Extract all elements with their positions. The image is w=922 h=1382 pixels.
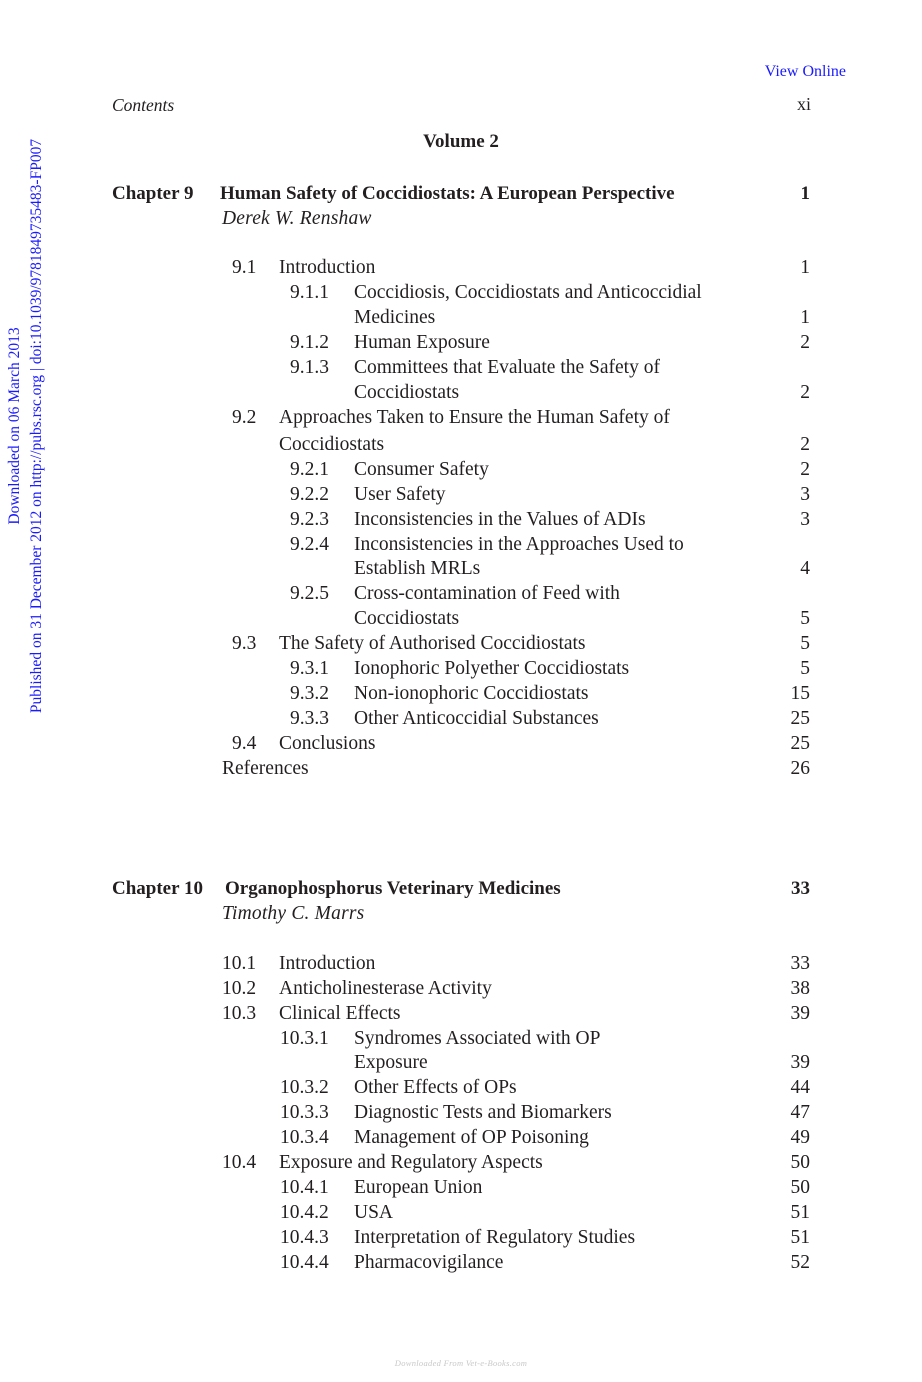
chapter-10-author: Timothy C. Marrs [222,903,365,924]
toc-entry-page: 2 [800,434,810,455]
toc-entry-number: 10.3.4 [280,1127,329,1148]
toc-entry-number: 10.3.3 [280,1102,329,1123]
toc-entry-number: 9.4 [232,733,257,754]
toc-entry-page: 3 [800,509,810,530]
footer-watermark: Downloaded From Vet-e-Books.com [394,1358,528,1368]
toc-entry-page: 50 [790,1177,810,1198]
toc-entry-number: 10.4 [222,1152,257,1173]
toc-entry-title-continued[interactable]: Coccidiostats [279,434,385,455]
toc-entry-page: 5 [800,633,810,654]
toc-entry-title[interactable]: The Safety of Authorised Coccidiostats [279,633,586,654]
toc-entry-title[interactable]: Committees that Evaluate the Safety of [354,357,660,378]
toc-entry-number: 10.4.1 [280,1177,329,1198]
toc-entry-title-continued[interactable]: Exposure [354,1052,428,1073]
toc-entry-page: 2 [800,459,810,480]
toc-entry-title-continued[interactable]: Coccidiostats [354,608,460,629]
chapter-9-page: 1 [800,183,810,204]
chapter-10-page: 33 [791,878,810,899]
toc-entry-title[interactable]: Non-ionophoric Coccidiostats [354,683,589,704]
toc-entry-title[interactable]: Approaches Taken to Ensure the Human Safety of [279,407,670,428]
toc-entry-page: 51 [790,1227,810,1248]
toc-entry-title[interactable]: Exposure and Regulatory Aspects [279,1152,543,1173]
toc-entry-page: 39 [790,1052,810,1073]
toc-entry-page: 52 [790,1252,810,1273]
toc-entry-number: 10.3 [222,1003,257,1024]
toc-entry-title[interactable]: Syndromes Associated with OP [354,1028,601,1049]
toc-entry-title[interactable]: Cross-contamination of Feed with [354,583,620,604]
toc-entry-title[interactable]: Pharmacovigilance [354,1252,504,1273]
published-notice: Downloaded on 06 March 2013 [6,327,23,525]
toc-entry-page: 1 [800,257,810,278]
toc-entry-number: 10.1 [222,953,257,974]
toc-entry-title[interactable]: Anticholinesterase Activity [279,978,492,999]
volume-heading: Volume 2 [423,131,499,152]
toc-entry-title[interactable]: Inconsistencies in the Values of ADIs [354,509,646,530]
chapter-9-title[interactable]: Human Safety of Coccidiostats: A European Perspective [220,183,675,204]
toc-entry-number: 9.2 [232,407,257,428]
toc-entry-title[interactable]: Management of OP Poisoning [354,1127,589,1148]
toc-entry-number: 9.1.1 [290,282,329,303]
toc-entry-number: 10.4.4 [280,1252,329,1273]
toc-entry-title[interactable]: European Union [354,1177,483,1198]
toc-entry-page: 44 [790,1077,810,1098]
toc-entry-title[interactable]: Inconsistencies in the Approaches Used to [354,534,684,555]
toc-entry-page: 3 [800,484,810,505]
toc-entry-title-continued[interactable]: Medicines [354,307,436,328]
toc-entry-number: 9.3.1 [290,658,329,679]
toc-entry-page: 33 [790,953,810,974]
toc-entry-page: 25 [790,733,810,754]
toc-entry-number: 9.3.2 [290,683,329,704]
toc-entry-page: 49 [790,1127,810,1148]
toc-entry-title-continued[interactable]: Coccidiostats [354,382,460,403]
toc-entry-title[interactable]: Clinical Effects [279,1003,401,1024]
page-number: xi [796,94,811,114]
toc-entry-title[interactable]: Diagnostic Tests and Biomarkers [354,1102,612,1123]
toc-entry-title[interactable]: Interpretation of Regulatory Studies [354,1227,636,1248]
running-head: Contents [112,95,175,115]
toc-entry-title[interactable]: Other Anticoccidial Substances [354,708,599,729]
chapter-9-author: Derek W. Renshaw [222,208,372,229]
download-notice-sidebar [4,6,48,846]
toc-entry-number: 10.3.2 [280,1077,329,1098]
toc-entry-title[interactable]: USA [354,1202,394,1223]
toc-entry-page: 1 [800,307,810,328]
toc-entry-title[interactable]: Conclusions [279,733,376,754]
toc-entry-title[interactable]: Introduction [279,953,376,974]
toc-entry-number: 9.2.5 [290,583,329,604]
chapter-10-title[interactable]: Organophosphorus Veterinary Medicines [225,878,561,899]
toc-entry-page: 39 [790,1003,810,1024]
toc-entry-number: 9.2.4 [290,534,329,555]
toc-entry-number: 9.1.3 [290,357,329,378]
view-online-link[interactable]: View Online [764,63,846,80]
chapter-9-label: Chapter 9 [112,183,194,204]
toc-entry-page: 51 [790,1202,810,1223]
toc-entry-page: 38 [790,978,810,999]
toc-entry-page: 4 [800,558,810,579]
toc-entry-page: 5 [800,658,810,679]
toc-entry-number: 10.4.3 [280,1227,329,1248]
toc-entry-number: 10.4.2 [280,1202,329,1223]
toc-entry-title-continued[interactable]: Establish MRLs [354,558,481,579]
toc-entry-title[interactable]: Consumer Safety [354,459,489,480]
toc-entry-number: 9.2.3 [290,509,329,530]
toc-entry-number: 9.1 [232,257,257,278]
toc-entry-page: 25 [790,708,810,729]
toc-entry-title[interactable]: Coccidiosis, Coccidiostats and Anticoccidial [354,282,702,303]
toc-entry-title[interactable]: Other Effects of OPs [354,1077,517,1098]
toc-entry-number: 9.2.1 [290,459,329,480]
toc-entry-page: 50 [790,1152,810,1173]
toc-entry-number: 10.2 [222,978,257,999]
toc-references[interactable]: References [222,758,309,779]
toc-entry-number: 10.3.1 [280,1028,329,1049]
toc-entry-page: 2 [800,332,810,353]
chapter-10-label: Chapter 10 [112,878,203,899]
toc-entry-number: 9.1.2 [290,332,329,353]
toc-entry-page: 26 [790,758,810,779]
toc-entry-page: 47 [790,1102,810,1123]
toc-entry-title[interactable]: Human Exposure [354,332,490,353]
toc-entry-page: 2 [800,382,810,403]
toc-entry-number: 9.2.2 [290,484,329,505]
downloaded-notice: Published on 31 December 2012 on http://pubs.rsc.org | doi:10.1039/9781849735483-FP007 [28,138,45,714]
toc-entry-number: 9.3.3 [290,708,329,729]
toc-entry-title[interactable]: User Safety [354,484,446,505]
toc-entry-page: 15 [790,683,810,704]
toc-entry-page: 5 [800,608,810,629]
toc-entry-number: 9.3 [232,633,257,654]
toc-entry-title[interactable]: Ionophoric Polyether Coccidiostats [354,658,630,679]
toc-entry-title[interactable]: Introduction [279,257,376,278]
